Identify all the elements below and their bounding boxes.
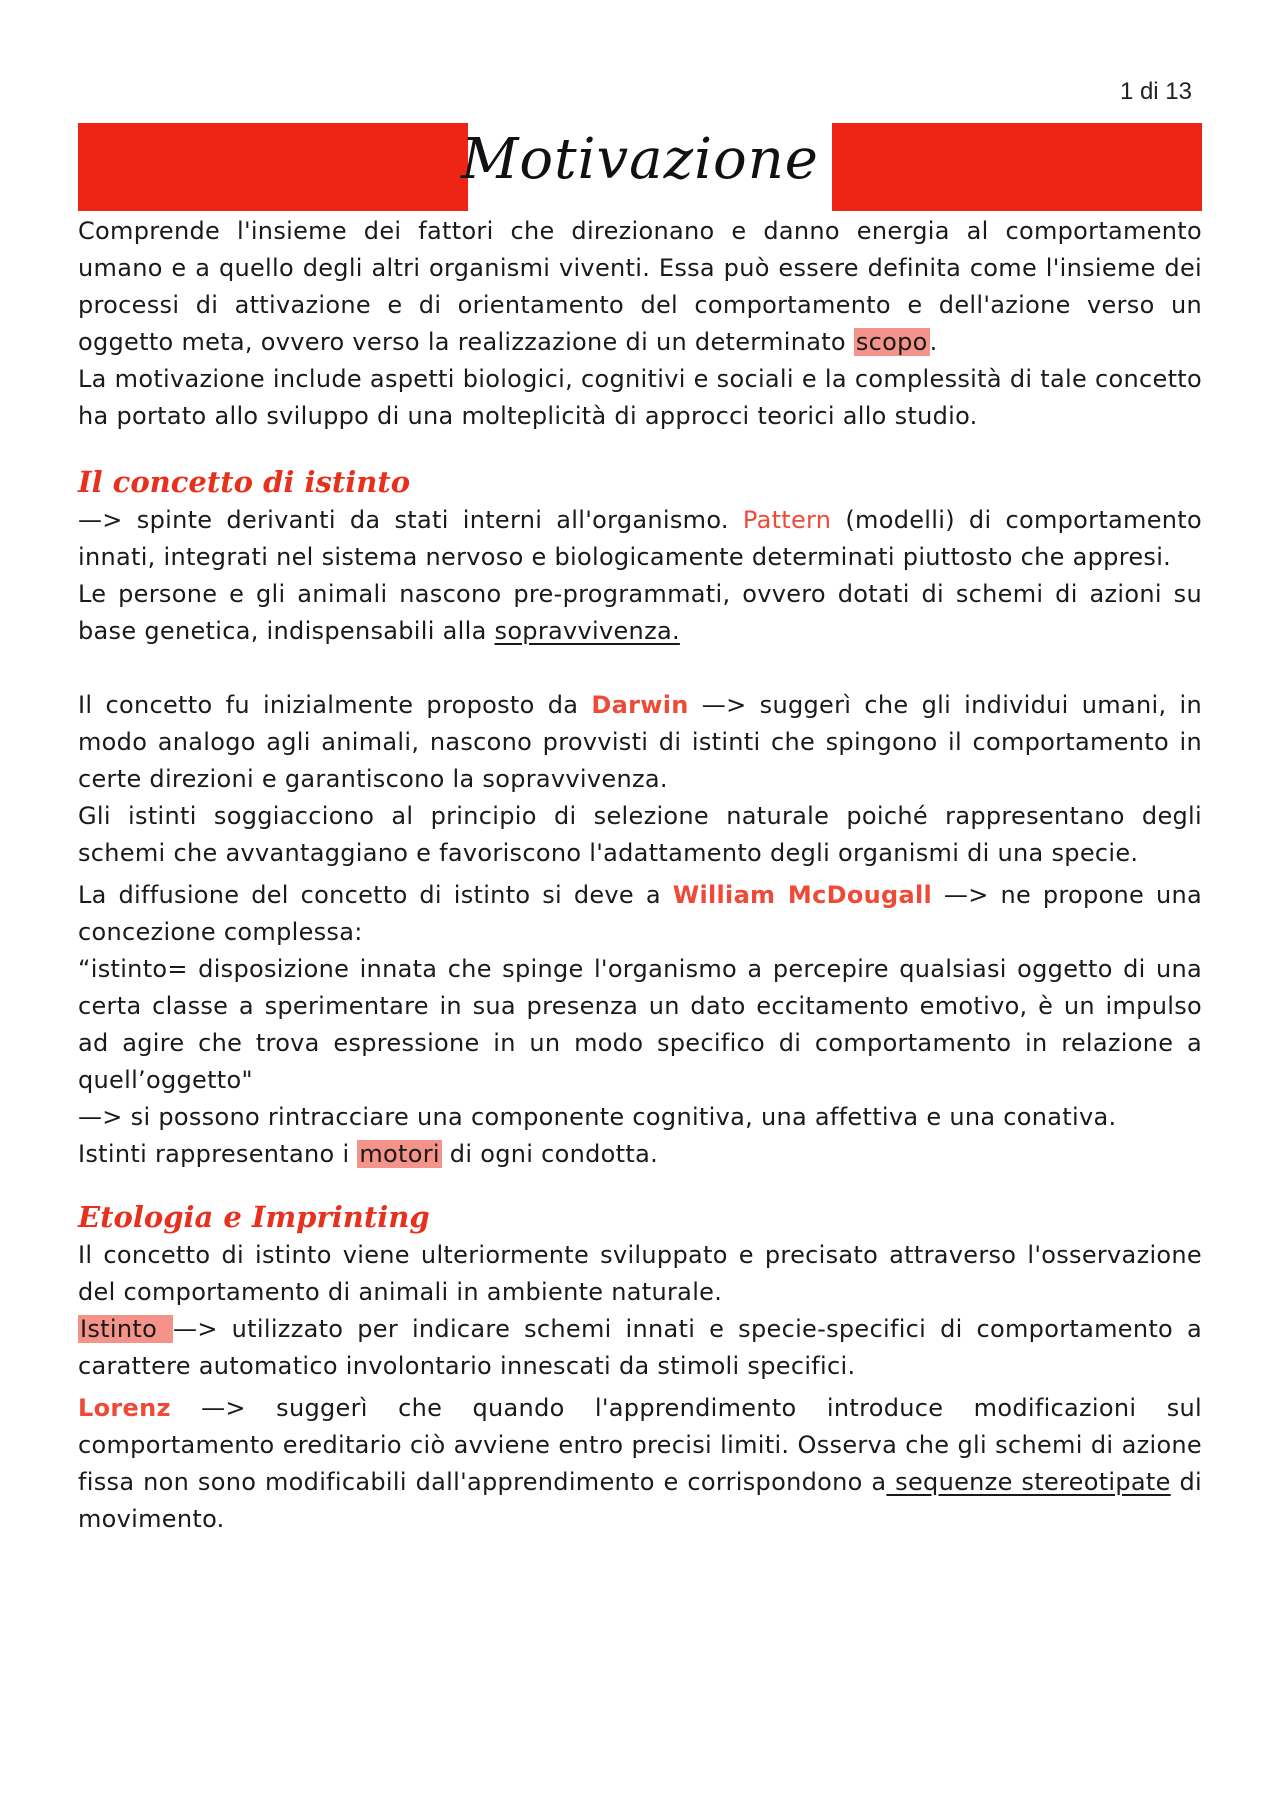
definition-quote: “istinto= disposizione innata che spinge l'organismo a percepire qualsiasi oggetto di una certa classe a sperimentare in sua presenza un dato eccitamento emotivo, è un impulso ad agire che trova espressione in un modo specifico di comportamento in relazione a quell’oggetto" (78, 955, 1202, 1094)
underlined-sequenze: sequenze stereotipate (886, 1468, 1171, 1496)
pattern-term: Pattern (742, 506, 832, 534)
istinto-paragraph-2: Le persone e gli animali nascono pre-programmati, ovvero dotati di schemi di azioni su base genetica, indispensabili alla sopravvivenza. (78, 580, 1202, 645)
highlight-istinto: Istinto (80, 1315, 172, 1343)
lorenz-paragraph: Lorenz —> suggerì che quando l'apprendimento introduce modificazioni sul comportamento ereditario ciò avviene entro precisi limiti. Osserva che gli schemi di azione fissa non sono modificabili dall'apprendimento e corrispondono a sequenze stereotipate di movimento. (78, 1394, 1202, 1533)
etologia-paragraph-1: Il concetto di istinto viene ulteriormente sviluppato e precisato attraverso l'osservazione del comportamento di animali in ambiente naturale. (78, 1241, 1202, 1306)
name-mcdougall: William McDougall (672, 881, 933, 909)
highlight-scopo: scopo (855, 328, 928, 356)
section-heading-etologia: Etologia e Imprinting (78, 1200, 430, 1234)
mcdougall-paragraph: La diffusione del concetto di istinto si deve a William McDougall —> ne propone una concezione complessa: (78, 881, 1202, 946)
underlined-sopravvivenza: sopravvivenza. (494, 617, 680, 645)
selection-paragraph: Gli istinti soggiacciono al principio di selezione naturale poiché rappresentano degli schemi che avvantaggiano e favoriscono l'adattamento degli organismi di una specie. (78, 802, 1202, 867)
page-number: 1 di 13 (1119, 78, 1192, 105)
highlight-motori: motori (359, 1140, 440, 1168)
title-banner (78, 123, 1202, 211)
section-heading-istinto: Il concetto di istinto (78, 465, 411, 499)
motori-paragraph: Istinti rappresentano i motori di ogni condotta. (78, 1140, 659, 1168)
document-body (78, 213, 1202, 1538)
darwin-paragraph: Il concetto fu inizialmente proposto da Darwin —> suggerì che gli individui umani, in modo analogo agli animali, nascono provvisti di istinti che spingono il comportamento in certe direzioni e garantiscono la sopravvivenza. (78, 691, 1203, 793)
intro-paragraph-2: La motivazione include aspetti biologici, cognitivi e sociali e la complessità di tale concetto ha portato allo sviluppo di una molteplicità di approcci teorici allo studio. (78, 365, 1202, 430)
name-lorenz: Lorenz (78, 1394, 171, 1422)
istinto-paragraph-1: —> spinte derivanti da stati interni all'organismo. Pattern (modelli) di comportamento innati, integrati nel sistema nervoso e biologicamente determinati piuttosto che appresi. (78, 506, 1202, 571)
intro-paragraph-1: Comprende l'insieme dei fattori che direzionano e danno energia al comportamento umano e a quello degli altri organismi viventi. Essa può essere definita come l'insieme dei processi di attivazione e di orientamento del comportamento e dell'azione verso un oggetto meta, ovvero verso la realizzazione di un determinato scopo. (78, 217, 1202, 356)
components-paragraph: —> si possono rintracciare una componente cognitiva, una affettiva e una conativa. (78, 1103, 1117, 1131)
name-darwin: Darwin (591, 691, 689, 719)
document-title: Motivazione (461, 127, 819, 192)
etologia-paragraph-2: Istinto —> utilizzato per indicare schemi innati e specie-specifici di comportamento a carattere automatico involontario innescati da stimoli specifici. (78, 1315, 1202, 1380)
